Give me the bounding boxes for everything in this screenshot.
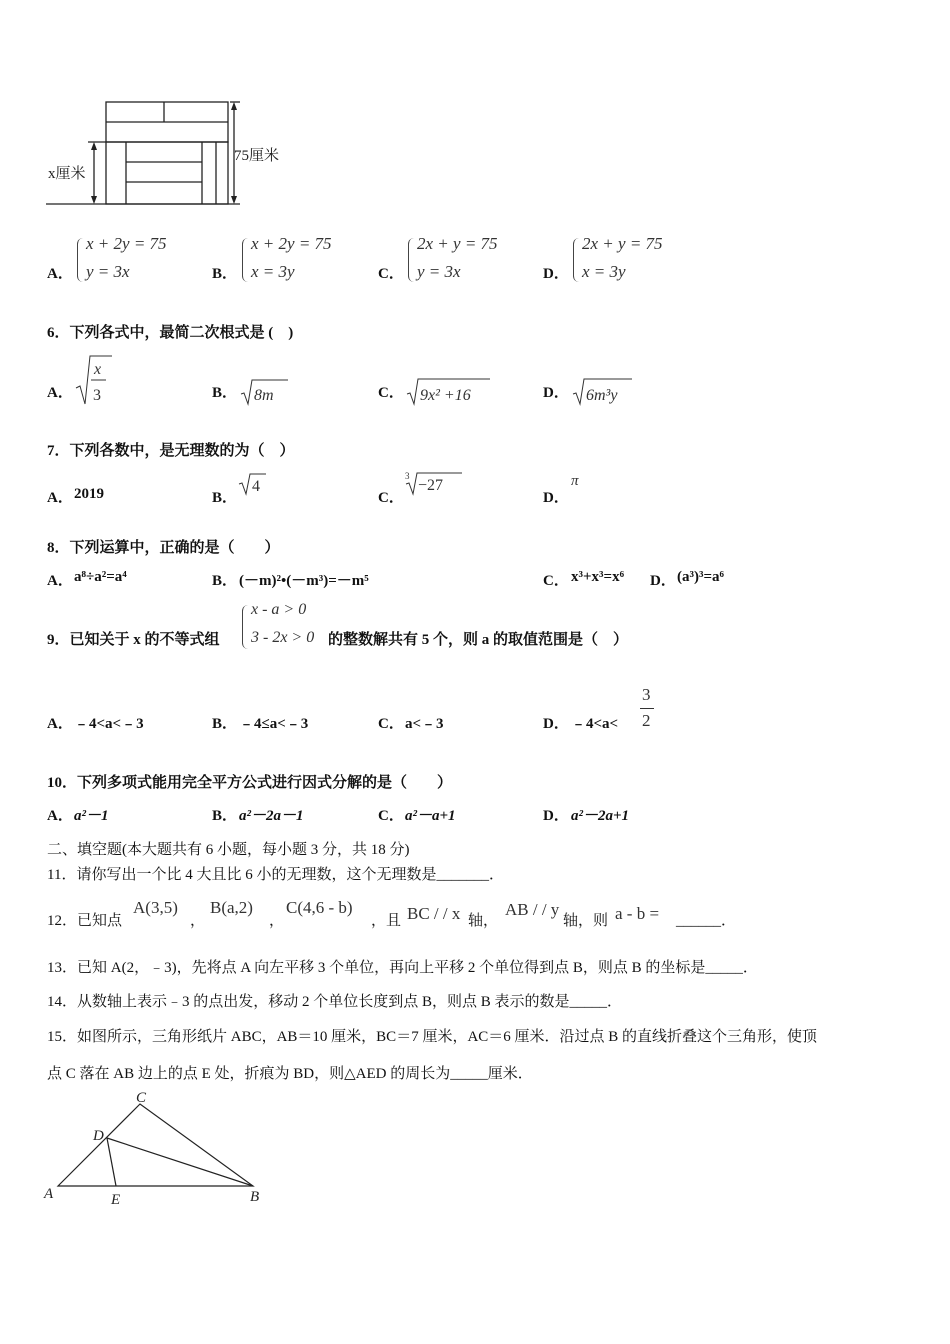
- equation-system: 2x + y = 75 y = 3x: [408, 236, 528, 288]
- option-label: D．: [543, 716, 569, 732]
- q12-point-c: C(4,6 - b): [286, 898, 353, 917]
- q9-stem-after: 的整数解共有 5 个，则 a 的取值范围是（ ）: [328, 632, 629, 648]
- q12-comma-1: ，: [190, 913, 206, 929]
- q9-d-text: ﹣4<a<: [571, 716, 619, 732]
- q6-stem: 6．下列各式中，最简二次根式是 ( ): [47, 325, 294, 341]
- q7-stem: 7．下列各数中，是无理数的为（ ）: [47, 443, 295, 459]
- cube-root-neg27: [404, 470, 464, 496]
- q7-d-expr: π: [571, 473, 579, 489]
- q6-d-expr: 6m³y: [586, 387, 618, 404]
- q12-expr: a - b =: [615, 904, 660, 923]
- option-label: A．: [47, 573, 73, 589]
- equation-system: x + 2y = 75 y = 3x: [77, 236, 197, 288]
- option-label: C．: [378, 266, 404, 282]
- option-label: A．: [47, 266, 73, 282]
- fig1-right-label: 75厘米: [234, 148, 280, 164]
- q11-text: 11．请你写出一个比 4 大且比 6 小的无理数，这个无理数是_______．: [47, 867, 504, 883]
- vertex-e: E: [111, 1192, 121, 1208]
- triangle-figure: [40, 1088, 280, 1212]
- section-heading: 二、填空题(本大题共有 6 小题，每小题 3 分，共 18 分): [47, 842, 410, 858]
- q8-d-text: (a³)³=a⁶: [677, 569, 725, 585]
- sqrt-fraction: [74, 354, 114, 406]
- option-label: C．: [378, 716, 404, 732]
- equation-system: x + 2y = 75 x = 3y: [242, 236, 362, 288]
- q9-inequality-system: [242, 603, 328, 655]
- q9-b-text: ﹣4≤a<﹣3: [239, 716, 309, 732]
- option-label: A．: [47, 490, 73, 506]
- sqrt-8m: [240, 378, 290, 406]
- q10-a-text: a²－1: [74, 808, 109, 824]
- option-label: C．: [543, 573, 569, 589]
- q15-line-1: 15．如图所示，三角形纸片 ABC，AB＝10 厘米，BC＝7 厘米，AC＝6 厘米．沿过点 B 的直线折叠这个三角形，使顶: [47, 1029, 818, 1045]
- option-label: B．: [212, 573, 238, 589]
- vertex-b: B: [250, 1189, 260, 1205]
- option-label: B．: [212, 716, 238, 732]
- q12-blank: ______．: [676, 913, 737, 929]
- q15-line-2: 点 C 落在 AB 边上的点 E 处，折痕为 BD，则△AED 的周长为_____厘米．: [47, 1066, 533, 1082]
- q10-c-text: a²－a+1: [405, 808, 456, 824]
- q9-d-frac-num: 3: [642, 685, 651, 704]
- q6-a-den: 3: [93, 387, 101, 404]
- q12-mid-3: 轴，则: [563, 913, 609, 929]
- option-label: A．: [47, 716, 73, 732]
- sqrt-6m3y: [572, 376, 634, 406]
- q7-a-text: 2019: [74, 486, 104, 502]
- q8-b-text: (－m)²•(－m³)=－m⁵: [239, 573, 369, 589]
- option-label: A．: [47, 808, 73, 824]
- q13-text: 13．已知 A(2，﹣3)，先将点 A 向左平移 3 个单位，再向上平移 2 个单位得到点 B，则点 B 的坐标是_____．: [47, 960, 758, 976]
- q7-c-expr: −27: [418, 477, 444, 494]
- option-label: B．: [212, 808, 238, 824]
- q12-cond-1: BC / / x: [407, 904, 461, 923]
- option-label: D．: [543, 808, 569, 824]
- q14-text: 14．从数轴上表示﹣3 的点出发，移动 2 个单位长度到点 B，则点 B 表示的数是_____．: [47, 994, 623, 1010]
- q6-c-expr: 9x² +16: [420, 387, 471, 404]
- q9-ineq-2: 3 - 2x > 0: [251, 629, 315, 646]
- option-label: D．: [543, 266, 569, 282]
- option-label: D．: [650, 573, 676, 589]
- q12-prefix: 12．已知点: [47, 913, 123, 929]
- q7-b-expr: 4: [252, 478, 260, 495]
- option-label: C．: [378, 385, 404, 401]
- q12-point-b: B(a,2): [210, 898, 253, 917]
- q7-c-index: 3: [405, 471, 410, 481]
- q10-stem: 10．下列多项式能用完全平方公式进行因式分解的是（ ）: [47, 775, 453, 791]
- sqrt-4: [238, 472, 268, 496]
- q12-point-a: A(3,5): [133, 898, 178, 917]
- bookshelf-figure: [44, 98, 304, 216]
- option-label: B．: [212, 385, 238, 401]
- vertex-a: A: [44, 1186, 54, 1202]
- vertex-c: C: [136, 1090, 147, 1106]
- q12-mid-2: 轴，: [468, 913, 499, 929]
- q12-mid-1: ，且: [371, 913, 402, 929]
- vertex-d: D: [93, 1128, 104, 1144]
- q8-a-text: a⁸÷a²=a⁴: [74, 569, 127, 585]
- q9-ineq-1: x - a > 0: [251, 601, 307, 618]
- option-label: D．: [543, 490, 569, 506]
- q9-stem-before: 9．已知关于 x 的不等式组: [47, 632, 220, 648]
- q12-cond-2: AB / / y: [505, 900, 560, 919]
- option-label: B．: [212, 490, 238, 506]
- q6-b-expr: 8m: [254, 387, 274, 404]
- q8-stem: 8．下列运算中，正确的是（ ）: [47, 540, 280, 556]
- fig1-left-label: x厘米: [48, 166, 86, 182]
- equation-system: 2x + y = 75 x = 3y: [573, 236, 693, 288]
- q9-d-frac-den: 2: [642, 711, 651, 730]
- option-label: C．: [378, 808, 404, 824]
- sqrt-9x2-16: [406, 376, 492, 406]
- q10-b-text: a²－2a－1: [239, 808, 304, 824]
- q8-c-text: x³+x³=x⁶: [571, 569, 625, 585]
- option-label: B．: [212, 266, 238, 282]
- q9-c-text: a<﹣3: [405, 716, 444, 732]
- q6-a-num: x: [94, 361, 102, 378]
- option-label: C．: [378, 490, 404, 506]
- q10-d-text: a²－2a+1: [571, 808, 630, 824]
- q12-comma-2: ，: [269, 913, 285, 929]
- option-label: D．: [543, 385, 569, 401]
- q9-a-text: ﹣4<a<﹣3: [74, 716, 144, 732]
- fraction-bar: [640, 708, 654, 709]
- option-label: A．: [47, 385, 73, 401]
